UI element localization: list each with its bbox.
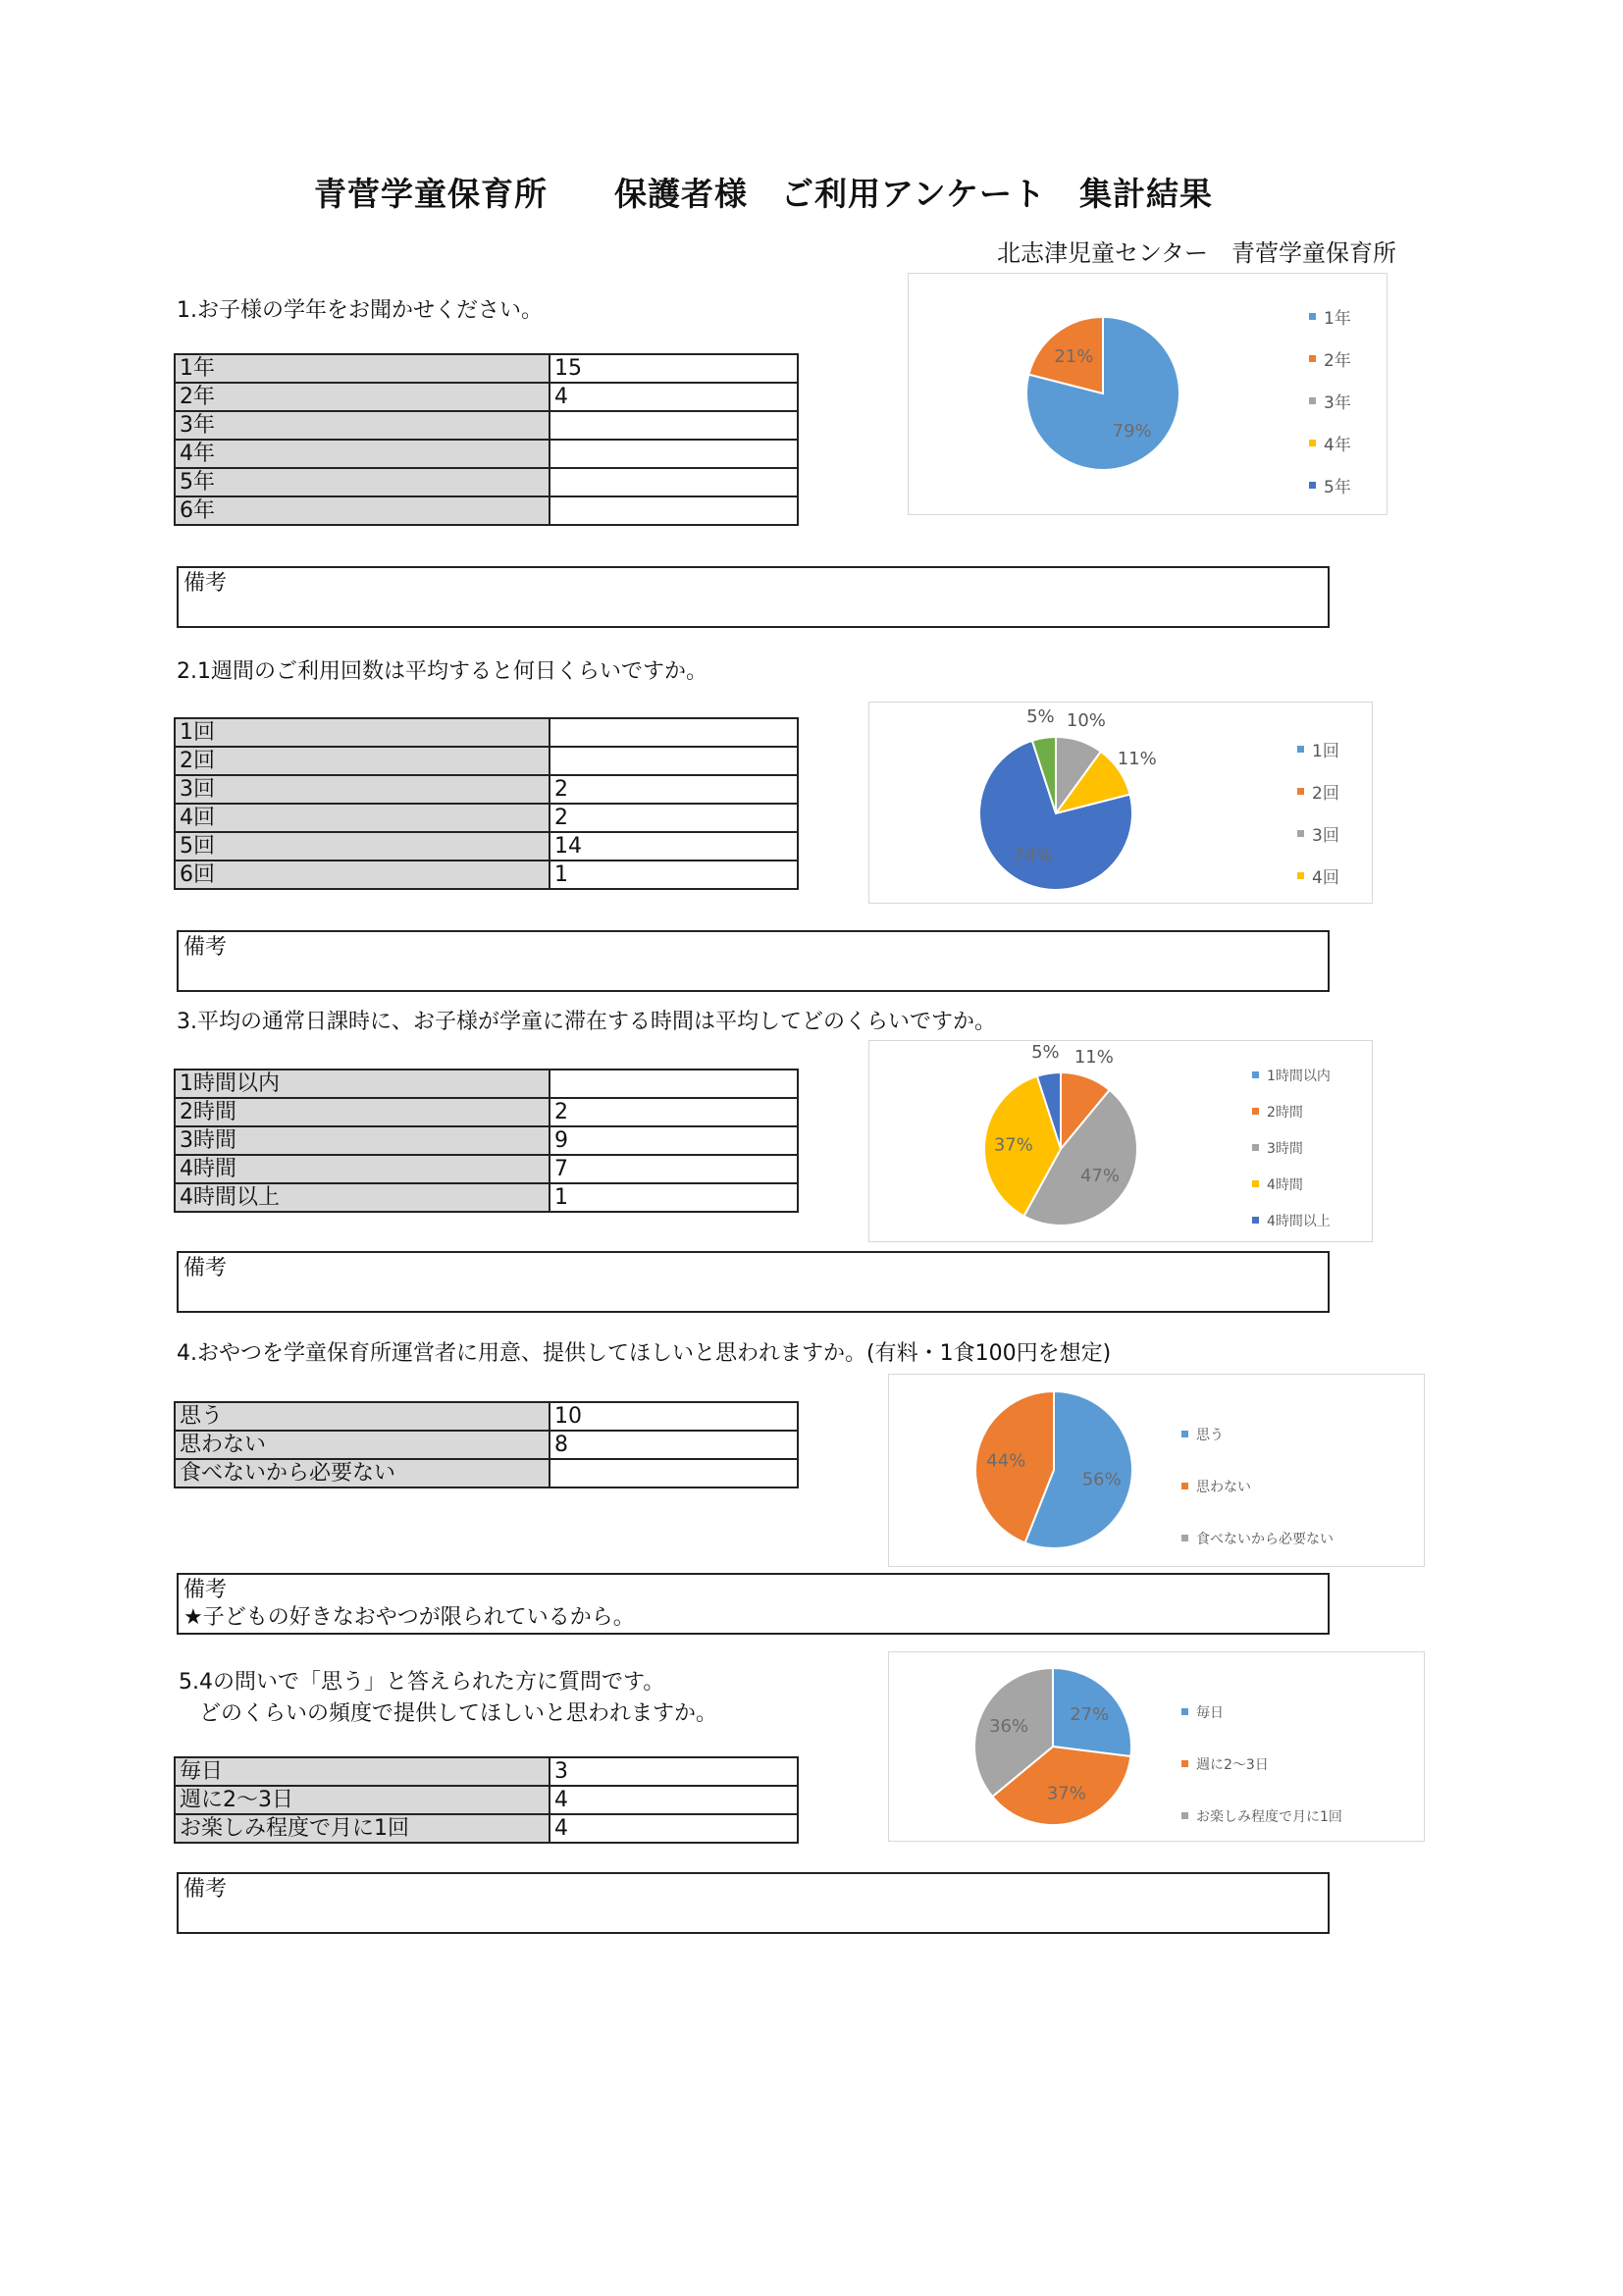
legend-item	[1309, 338, 1351, 380]
legend-q5	[1181, 1686, 1342, 1842]
legend-item	[1252, 1057, 1331, 1093]
row-value: 14	[550, 832, 798, 861]
row-value: 10	[550, 1402, 798, 1431]
legend-swatch	[1252, 1217, 1259, 1224]
legend-item	[1181, 1686, 1342, 1738]
legend-swatch	[1309, 440, 1316, 446]
table-row	[175, 1126, 798, 1155]
legend-swatch	[1252, 1108, 1259, 1115]
legend-label: 食べないから必要ない	[1196, 1531, 1334, 1547]
legend-label: 4回	[1312, 868, 1339, 888]
legend-label: 3回	[1312, 826, 1339, 846]
question-5-line2: どのくらいの頻度で提供してほしいと思われますか。	[199, 1701, 718, 1726]
legend-item	[1181, 1408, 1334, 1460]
pie-data-label: 79%	[1112, 421, 1152, 443]
legend-q3	[1252, 1057, 1331, 1238]
legend-label: 思う	[1196, 1427, 1224, 1443]
legend-item	[1252, 1129, 1331, 1166]
legend-swatch	[1181, 1708, 1188, 1715]
row-value: 4	[550, 1786, 798, 1814]
legend-item	[1309, 295, 1351, 338]
note-box-5	[177, 1872, 1330, 1934]
pie-data-label: 27%	[1070, 1704, 1110, 1726]
chart-q1	[908, 273, 1387, 515]
row-value: 1	[550, 861, 798, 889]
row-value: 9	[550, 1126, 798, 1155]
legend-swatch	[1181, 1760, 1188, 1767]
row-label: 2年	[175, 383, 550, 411]
row-value	[550, 411, 798, 440]
pie-data-label: 37%	[1046, 1783, 1086, 1804]
legend-label: 5年	[1324, 478, 1351, 497]
legend-label: 4年	[1324, 436, 1351, 455]
legend-swatch	[1181, 1431, 1188, 1437]
legend-q1	[1309, 295, 1351, 506]
row-value	[550, 718, 798, 747]
row-value: 4	[550, 1814, 798, 1843]
table-q3	[174, 1069, 799, 1213]
row-label: 4時間	[175, 1155, 550, 1183]
table-row	[175, 1786, 798, 1814]
legend-label: 1年	[1324, 309, 1351, 329]
legend-item	[1297, 770, 1339, 812]
row-label: 2時間	[175, 1098, 550, 1126]
legend-label: 2回	[1312, 784, 1339, 804]
row-value: 8	[550, 1431, 798, 1459]
legend-label: 1回	[1312, 742, 1339, 761]
row-label: 5回	[175, 832, 550, 861]
pie-data-label: 11%	[1073, 1046, 1114, 1068]
note-label: 備考	[183, 571, 228, 596]
table-row	[175, 832, 798, 861]
legend-item	[1309, 380, 1351, 422]
note-text: ★子どもの好きなおやつが限られているから。	[183, 1605, 635, 1630]
note-box-2	[177, 930, 1330, 992]
row-label: お楽しみ程度で月に1回	[175, 1814, 550, 1843]
legend-item	[1297, 812, 1339, 855]
chart-q4	[888, 1374, 1425, 1567]
legend-swatch	[1309, 397, 1316, 404]
row-value: 3	[550, 1757, 798, 1786]
pie-data-label: 5%	[1031, 1042, 1060, 1064]
table-row	[175, 354, 798, 383]
table-row	[175, 747, 798, 775]
table-row	[175, 718, 798, 747]
row-label: 3回	[175, 775, 550, 804]
pie-data-label: 56%	[1081, 1469, 1122, 1490]
table-row	[175, 775, 798, 804]
legend-label: 思わない	[1196, 1479, 1251, 1495]
legend-swatch	[1309, 482, 1316, 489]
row-label: 5年	[175, 468, 550, 496]
row-value	[550, 747, 798, 775]
legend-item	[1309, 464, 1351, 506]
row-value	[550, 1459, 798, 1487]
legend-label: 2時間	[1267, 1104, 1303, 1121]
legend-item	[1297, 728, 1339, 770]
row-label: 思わない	[175, 1431, 550, 1459]
pie-data-label: 47%	[1079, 1166, 1121, 1187]
row-label: 3年	[175, 411, 550, 440]
row-value	[550, 496, 798, 525]
table-row	[175, 496, 798, 525]
row-label: 4年	[175, 440, 550, 468]
pie-chart-q4	[889, 1375, 1424, 1566]
row-value: 2	[550, 1098, 798, 1126]
table-row	[175, 383, 798, 411]
row-label: 1回	[175, 718, 550, 747]
row-label: 6年	[175, 496, 550, 525]
note-box-3	[177, 1251, 1330, 1313]
table-q2	[174, 717, 799, 890]
pie-data-label: 74%	[1013, 845, 1053, 866]
note-box-4	[177, 1573, 1330, 1635]
legend-item	[1181, 1738, 1342, 1790]
row-label: 2回	[175, 747, 550, 775]
pie-data-label: 37%	[993, 1134, 1033, 1156]
table-row	[175, 411, 798, 440]
row-label: 思う	[175, 1402, 550, 1431]
legend-swatch	[1297, 830, 1304, 837]
legend-swatch	[1181, 1483, 1188, 1489]
table-row	[175, 804, 798, 832]
legend-label: お楽しみ程度で月に1回	[1196, 1808, 1342, 1825]
table-row	[175, 1098, 798, 1126]
note-label: 備考	[183, 1877, 228, 1902]
chart-q2	[868, 702, 1373, 904]
table-row	[175, 1402, 798, 1431]
row-label: 3時間	[175, 1126, 550, 1155]
legend-swatch	[1309, 313, 1316, 320]
row-value: 2	[550, 804, 798, 832]
row-value: 7	[550, 1155, 798, 1183]
row-value: 4	[550, 383, 798, 411]
table-row	[175, 1431, 798, 1459]
legend-label: 4時間以上	[1267, 1213, 1331, 1229]
table-row	[175, 1070, 798, 1098]
legend-item	[1252, 1093, 1331, 1129]
pie-data-label: 11%	[1117, 748, 1157, 769]
legend-swatch	[1181, 1812, 1188, 1819]
legend-label: 週に2～3日	[1196, 1756, 1269, 1773]
organization-name: 北志津児童センター 青菅学童保育所	[997, 239, 1397, 267]
legend-item	[1181, 1512, 1334, 1564]
pie-data-label: 36%	[989, 1715, 1029, 1737]
note-label: 備考	[183, 1578, 228, 1602]
note-box-1	[177, 566, 1330, 628]
table-row	[175, 1814, 798, 1843]
legend-label: 毎日	[1196, 1704, 1224, 1721]
row-label: 毎日	[175, 1757, 550, 1786]
row-value	[550, 468, 798, 496]
legend-item	[1297, 855, 1339, 897]
question-5-line1: 5.4の問いで「思う」と答えられた方に質問です。	[179, 1670, 665, 1695]
legend-swatch	[1252, 1071, 1259, 1078]
legend-item	[1309, 422, 1351, 464]
table-row	[175, 440, 798, 468]
row-label: 週に2～3日	[175, 1786, 550, 1814]
table-row	[175, 1155, 798, 1183]
legend-swatch	[1181, 1535, 1188, 1541]
pie-data-label: 21%	[1054, 345, 1094, 367]
table-q5	[174, 1756, 799, 1844]
legend-item	[1181, 1790, 1342, 1842]
note-label: 備考	[183, 1256, 228, 1280]
row-label: 4回	[175, 804, 550, 832]
row-value	[550, 440, 798, 468]
question-1: 1.お子様の学年をお聞かせください。	[177, 298, 543, 323]
legend-swatch	[1309, 355, 1316, 362]
legend-q2	[1297, 728, 1339, 897]
row-label: 1時間以内	[175, 1070, 550, 1098]
page-title: 青菅学童保育所 保護者様 ご利用アンケート 集計結果	[314, 175, 1214, 213]
row-label: 4時間以上	[175, 1183, 550, 1212]
row-value: 15	[550, 354, 798, 383]
legend-label: 3時間	[1267, 1140, 1303, 1157]
question-2: 2.1週間のご利用回数は平均すると何日くらいですか。	[177, 659, 707, 684]
legend-item	[1252, 1166, 1331, 1202]
legend-label: 2年	[1324, 351, 1351, 371]
legend-swatch	[1252, 1180, 1259, 1187]
note-label: 備考	[183, 935, 228, 960]
table-row	[175, 861, 798, 889]
row-value	[550, 1070, 798, 1098]
legend-label: 1時間以内	[1267, 1068, 1331, 1084]
legend-swatch	[1252, 1144, 1259, 1151]
row-label: 6回	[175, 861, 550, 889]
row-label: 1年	[175, 354, 550, 383]
table-q4	[174, 1401, 799, 1488]
legend-label: 3年	[1324, 393, 1351, 413]
table-row	[175, 1459, 798, 1487]
legend-item	[1252, 1202, 1331, 1238]
row-label: 食べないから必要ない	[175, 1459, 550, 1487]
table-row	[175, 1183, 798, 1212]
legend-swatch	[1297, 746, 1304, 753]
legend-label: 4時間	[1267, 1176, 1303, 1193]
pie-data-label: 10%	[1066, 709, 1106, 731]
row-value: 2	[550, 775, 798, 804]
legend-q4	[1181, 1408, 1334, 1564]
chart-q5	[888, 1651, 1425, 1842]
pie-chart-q5	[889, 1652, 1424, 1841]
question-3: 3.平均の通常日課時に、お子様が学童に滞在する時間は平均してどのくらいですか。	[177, 1010, 996, 1034]
chart-q3	[868, 1040, 1373, 1242]
legend-item	[1181, 1460, 1334, 1512]
pie-data-label: 5%	[1026, 706, 1055, 728]
row-value: 1	[550, 1183, 798, 1212]
legend-swatch	[1297, 872, 1304, 879]
question-4: 4.おやつを学童保育所運営者に用意、提供してほしいと思われますか。(有料・1食100円を想定)	[177, 1341, 1112, 1366]
table-q1	[174, 353, 799, 526]
pie-data-label: 44%	[986, 1450, 1026, 1472]
table-row	[175, 1757, 798, 1786]
legend-swatch	[1297, 788, 1304, 795]
table-row	[175, 468, 798, 496]
